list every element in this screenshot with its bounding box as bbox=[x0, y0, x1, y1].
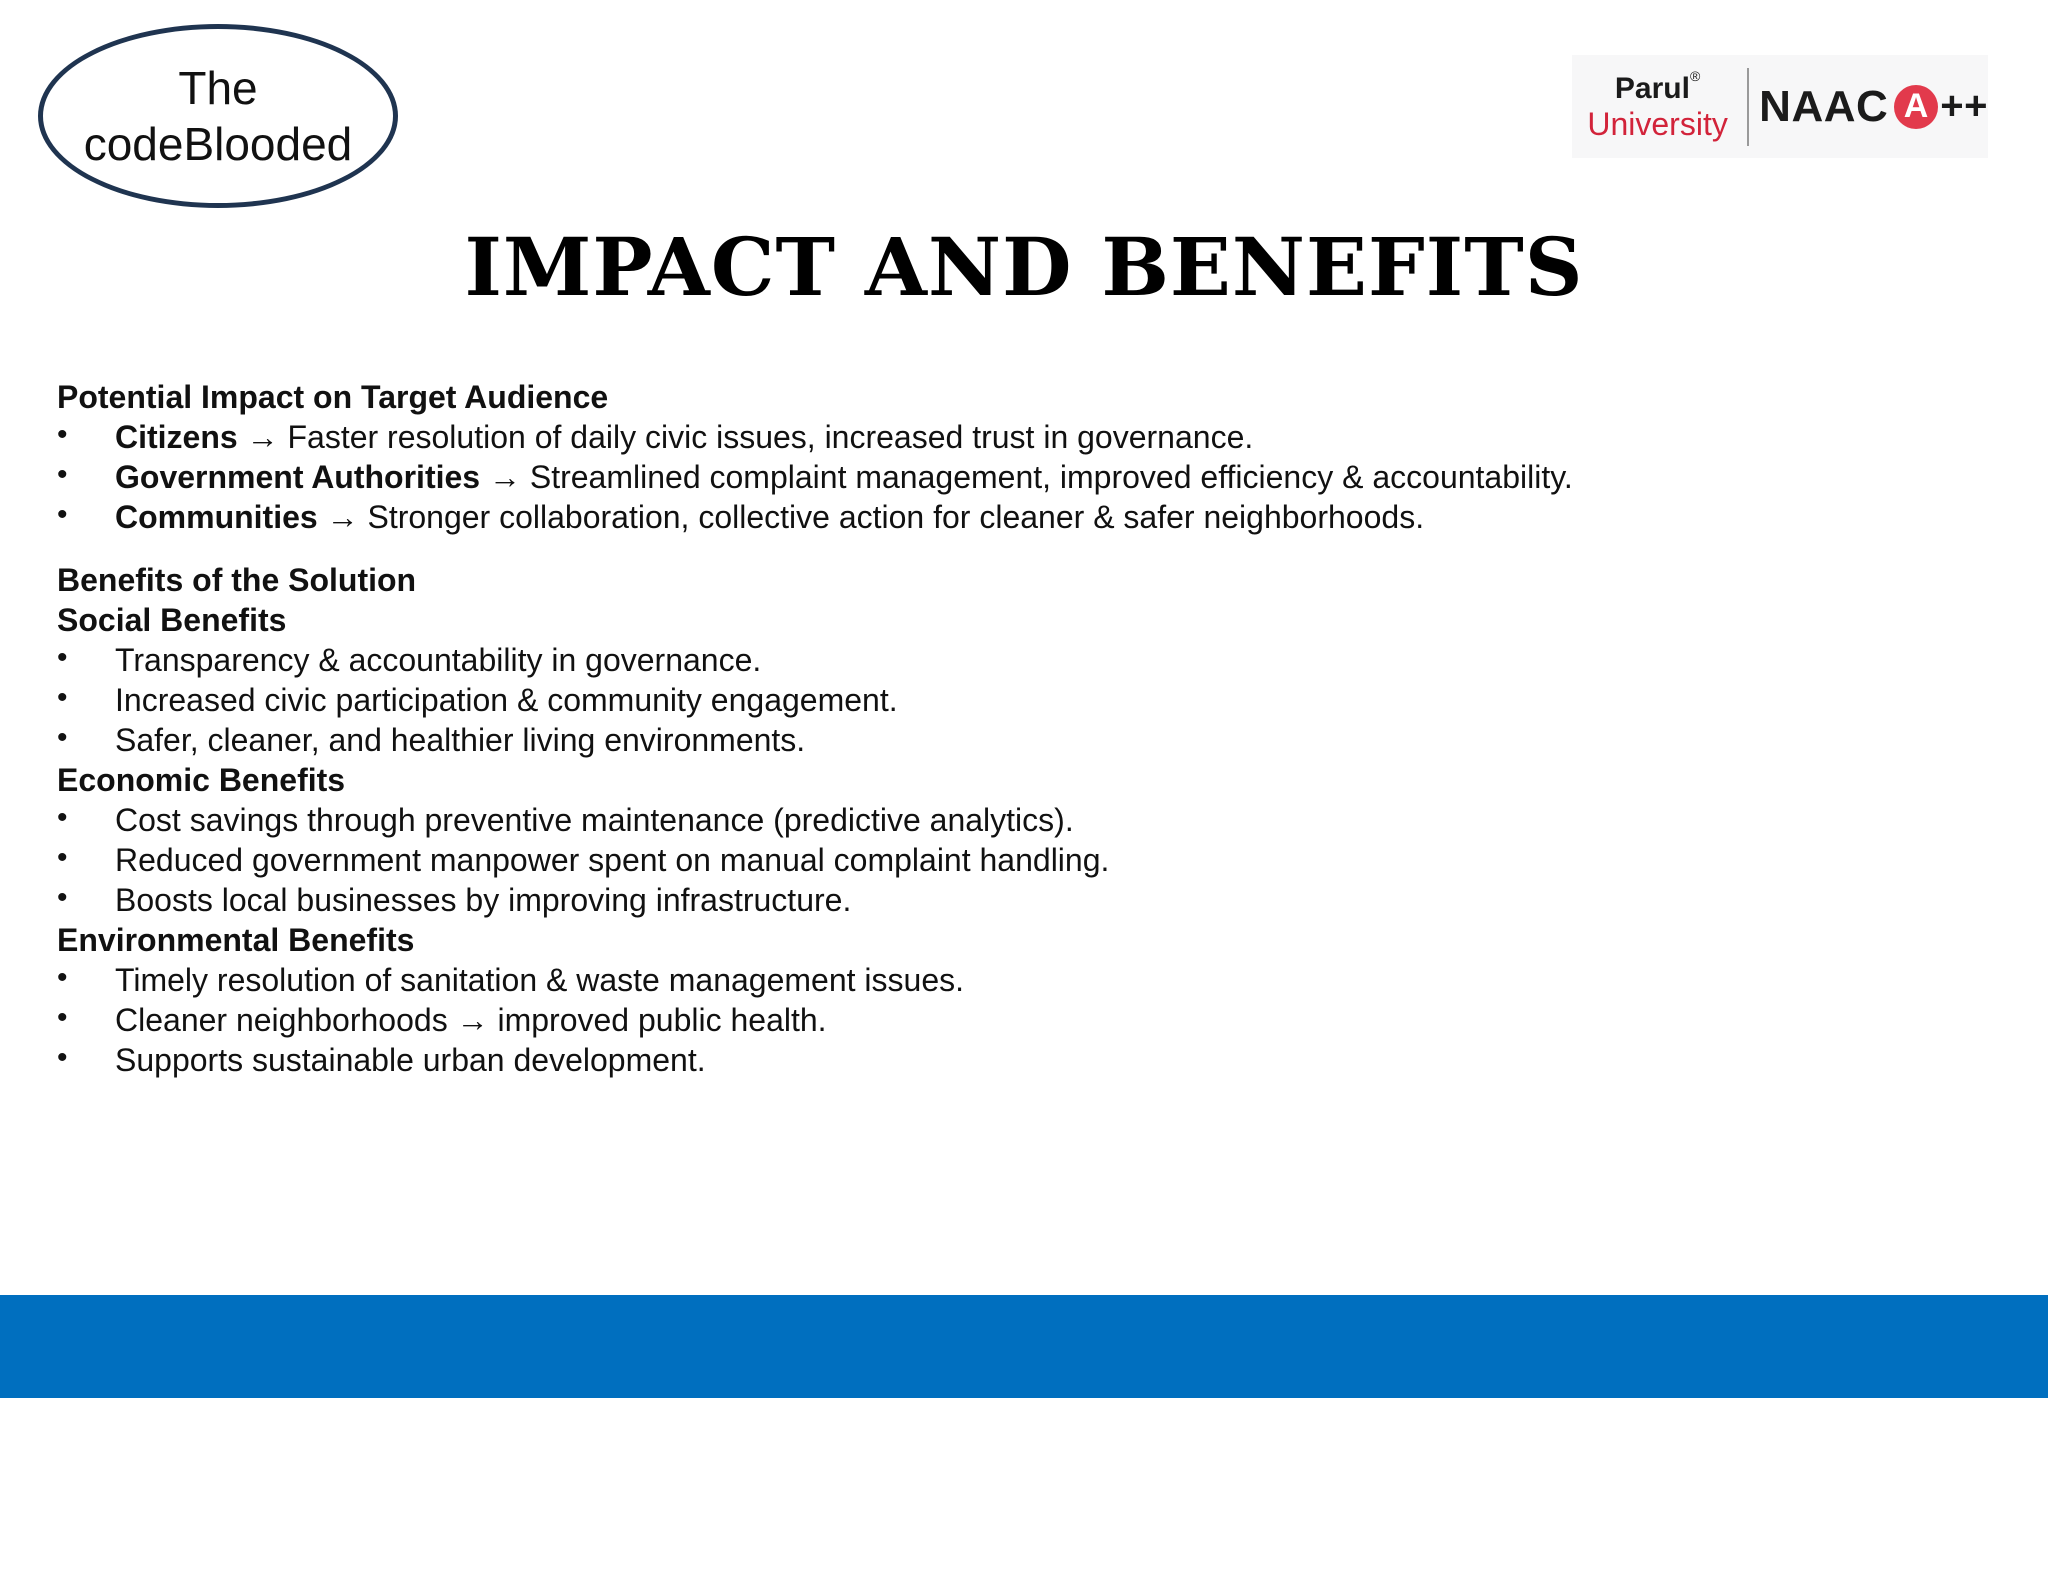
arrow: → bbox=[326, 499, 359, 535]
impact-item-citizens bbox=[57, 417, 1997, 457]
arrow: → bbox=[488, 459, 521, 495]
impact-label: Citizens bbox=[115, 419, 238, 455]
list-item: • Reduced government manpower spent on manual complaint handling. bbox=[57, 840, 1997, 880]
list-item: • Transparency & accountability in governance. bbox=[57, 640, 1997, 680]
economic-benefits-list bbox=[57, 800, 1997, 920]
benefits-heading: Benefits of the Solution bbox=[57, 562, 417, 598]
impact-item-government bbox=[57, 457, 1997, 497]
parul-university-logo bbox=[1572, 67, 1737, 142]
registered-mark: ® bbox=[1689, 67, 1701, 84]
list-item: • Boosts local businesses by improving infrastructure. bbox=[57, 880, 1997, 920]
impact-heading: Potential Impact on Target Audience bbox=[57, 379, 609, 415]
slide-body bbox=[57, 377, 1997, 1080]
footer-band bbox=[0, 1295, 2048, 1398]
grade-badge: A bbox=[1894, 85, 1938, 129]
naac-text: NAAC bbox=[1759, 81, 1889, 131]
environmental-benefits-heading: Environmental Benefits bbox=[57, 922, 415, 958]
arrow: → bbox=[246, 419, 279, 455]
logo-divider bbox=[1747, 68, 1749, 146]
grade-plus: ++ bbox=[1940, 84, 1988, 128]
social-benefits-heading: Social Benefits bbox=[57, 602, 287, 638]
list-item: • Increased civic participation & community engagement. bbox=[57, 680, 1997, 720]
impact-text: Faster resolution of daily civic issues, increased trust in governance. bbox=[287, 419, 1254, 455]
impact-list bbox=[57, 417, 1997, 537]
impact-item-communities bbox=[57, 497, 1997, 537]
list-item: • Timely resolution of sanitation & waste management issues. bbox=[57, 960, 1997, 1000]
list-item: • Cost savings through preventive maintenance (predictive analytics). bbox=[57, 800, 1997, 840]
list-item: • Safer, cleaner, and healthier living environments. bbox=[57, 720, 1997, 760]
university-text: University bbox=[1587, 105, 1728, 142]
economic-benefits-heading: Economic Benefits bbox=[57, 762, 346, 798]
team-name-line2: codeBlooded bbox=[83, 118, 353, 170]
parul-text: Parul bbox=[1614, 71, 1690, 105]
impact-text: Stronger collaboration, collective action for cleaner & safer neighborhoods. bbox=[367, 499, 1425, 535]
team-name-oval bbox=[38, 24, 398, 208]
team-name-line1: The bbox=[178, 62, 258, 114]
slide-title: IMPACT AND BENEFITS bbox=[464, 220, 1584, 314]
naac-grade-logo bbox=[1759, 82, 1988, 132]
list-item: • Supports sustainable urban development. bbox=[57, 1040, 1997, 1080]
university-logo bbox=[1572, 55, 1988, 158]
list-item: • Cleaner neighborhoods → improved public health. bbox=[57, 1000, 1997, 1040]
environmental-benefits-list bbox=[57, 960, 1997, 1080]
social-benefits-list bbox=[57, 640, 1997, 760]
impact-label: Communities bbox=[115, 499, 318, 535]
impact-label: Government Authorities bbox=[115, 459, 481, 495]
impact-text: Streamlined complaint management, improved efficiency & accountability. bbox=[529, 459, 1573, 495]
